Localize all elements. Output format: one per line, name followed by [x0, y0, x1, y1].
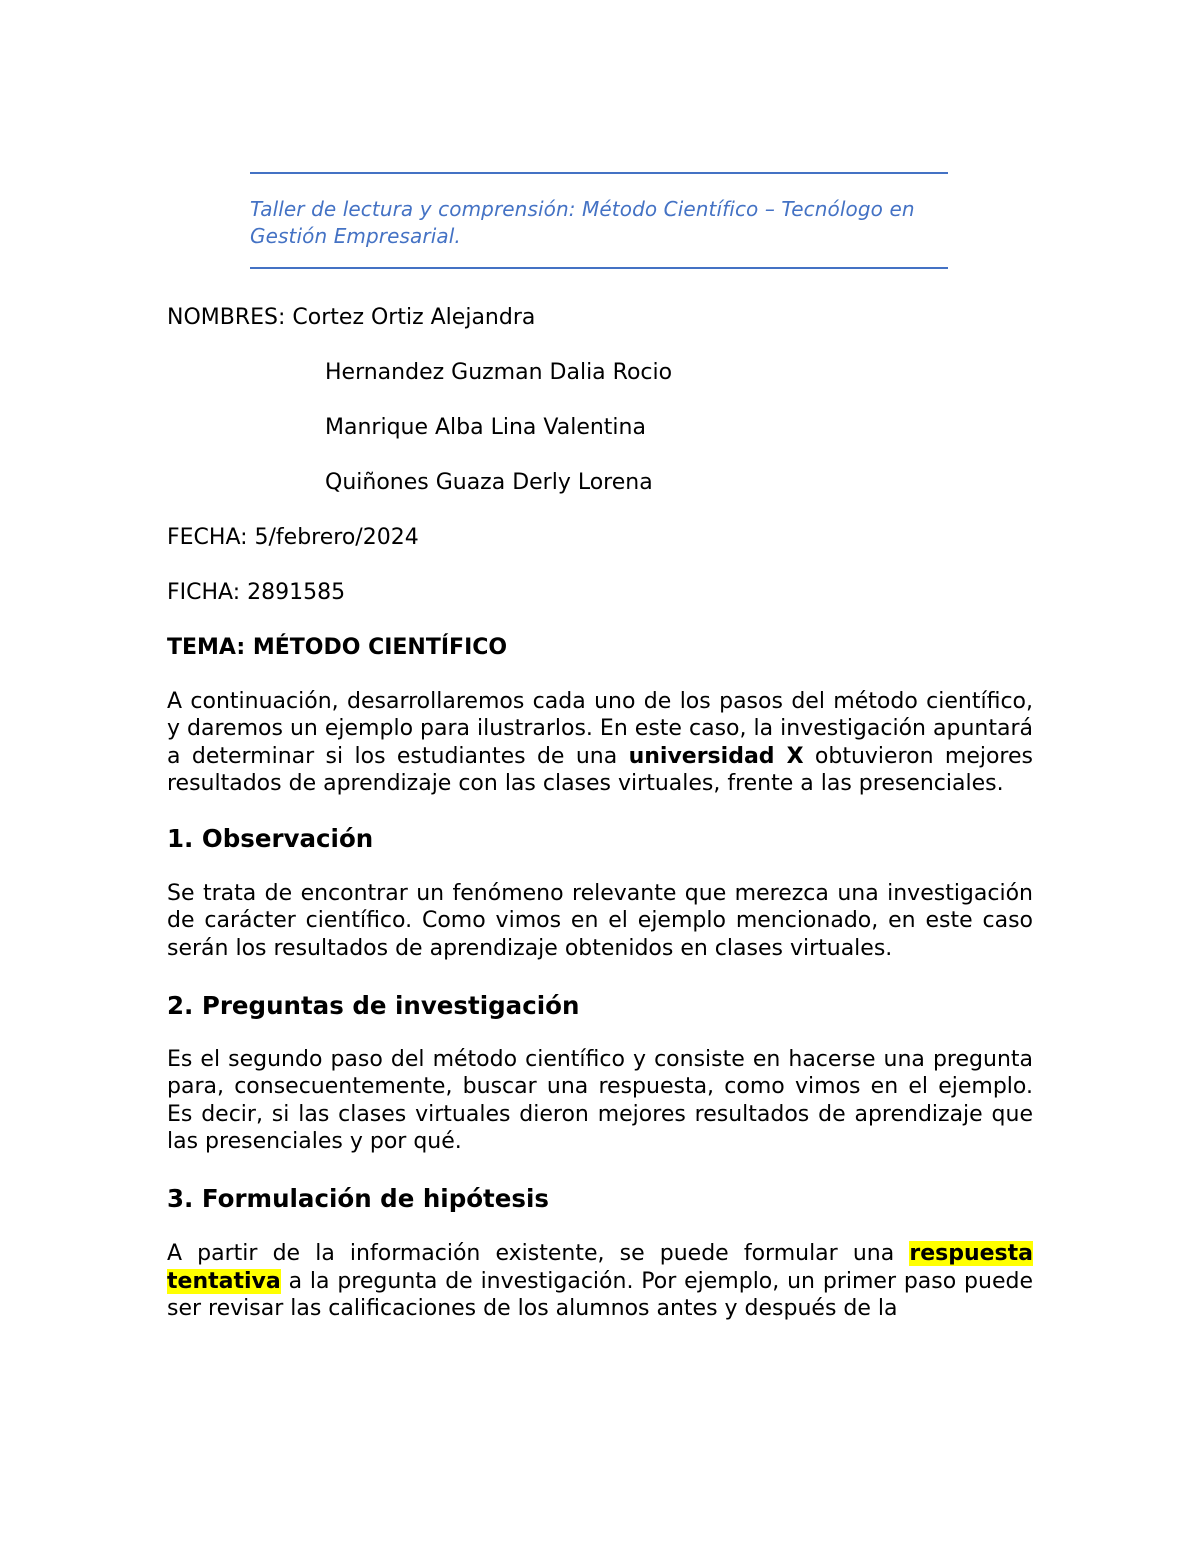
- highlighted-phrase: respuesta tentativa: [167, 1241, 1033, 1294]
- section-2-text: Es el segundo paso del método científico y consiste en hacerse una pregunta para, consecuentemente, buscar una respuesta, como vimos en el ejemplo. Es decir, si las clases virtuales dieron mejores resultados de aprendizaje que las presenciales y por qué.: [167, 1047, 1033, 1154]
- intro-text-a: A continuación, desarrollaremos cada uno de los pasos del método científico, y daremos un ejemplo para ilustrarlos. En este caso, la investigación apuntará a determinar si los estudiantes de una: [167, 689, 1033, 769]
- document-subtitle: Taller de lectura y comprensión: Método Científico – Tecnólogo en Gestión Empresarial.: [250, 197, 915, 248]
- nombre-1: Cortez Ortiz Alejandra: [292, 305, 536, 330]
- intro-paragraph: [167, 688, 1033, 797]
- nombre-2: Hernandez Guzman Dalia Rocio: [325, 360, 673, 385]
- section-3-text-a: A partir de la información existente, se puede formular una: [167, 1241, 910, 1267]
- tema-heading: TEMA: MÉTODO CIENTÍFICO: [167, 635, 508, 660]
- nombres-line: [167, 303, 1033, 332]
- section-1-heading: 1. Observación: [167, 824, 374, 854]
- section-3-text: [167, 1240, 1033, 1322]
- intro-bold: universidad X: [628, 743, 804, 769]
- ficha-line: FICHA: 2891585: [167, 580, 346, 605]
- section-2-heading: 2. Preguntas de investigación: [167, 991, 580, 1021]
- section-3-heading: 3. Formulación de hipótesis: [167, 1184, 549, 1214]
- nombres-label: NOMBRES:: [167, 305, 286, 330]
- section-1-text: Se trata de encontrar un fenómeno relevante que merezca una investigación de carácter científico. Como vimos en el ejemplo mencionado, en este caso serán los resultados de aprendizaje obtenidos en clases virtuales.: [167, 881, 1033, 961]
- intro-text-b: obtuvieron mejores resultados de aprendizaje con las clases virtuales, frente a las presenciales.: [167, 743, 1033, 796]
- nombre-4: Quiñones Guaza Derly Lorena: [325, 470, 653, 495]
- section-3-text-b: a la pregunta de investigación. Por ejemplo, un primer paso puede ser revisar las calificaciones de los alumnos antes y después de la: [167, 1268, 1033, 1321]
- nombre-3: Manrique Alba Lina Valentina: [325, 415, 646, 440]
- fecha-line: FECHA: 5/febrero/2024: [167, 525, 419, 550]
- subtitle-quote-block: [250, 172, 948, 269]
- document-body: [167, 303, 1033, 1322]
